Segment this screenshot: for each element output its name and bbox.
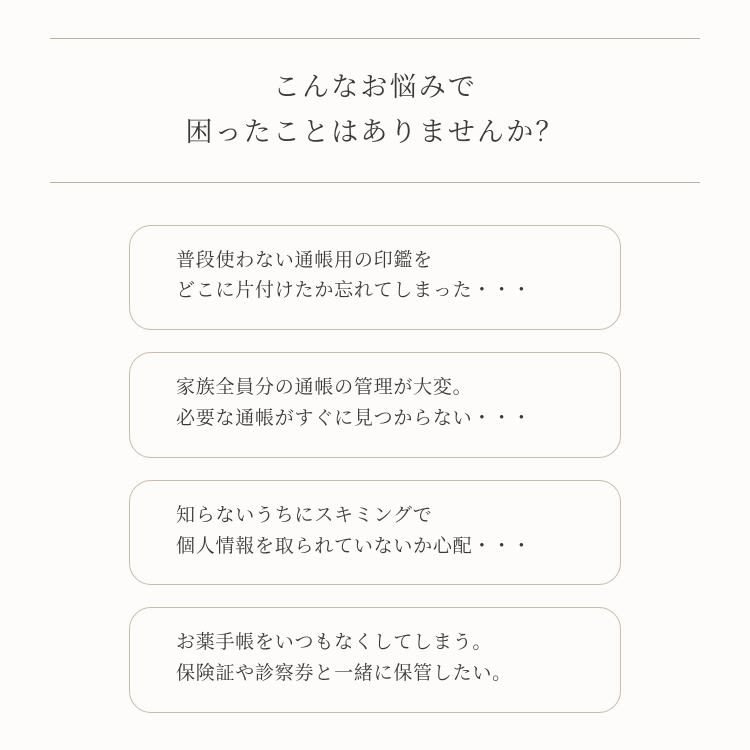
concern-card-line-1: お薬手帳をいつもなくしてしまう。	[176, 632, 493, 654]
heading-block	[0, 0, 750, 183]
divider-top	[50, 38, 700, 39]
concern-card-line-1: 知らないうちにスキミングで	[176, 504, 433, 526]
concern-card-line-2: 個人情報を取られていないか心配・・・	[176, 535, 532, 557]
concern-card-list	[0, 225, 750, 713]
concern-card	[129, 607, 621, 713]
concern-card	[129, 352, 621, 458]
concern-card	[129, 480, 621, 586]
concern-card-line-1: 普段使わない通帳用の印鑑を	[176, 249, 433, 271]
page-title	[0, 65, 750, 156]
concern-card-line-2: 必要な通帳がすぐに見つからない・・・	[176, 408, 532, 430]
concern-card-line-1: 家族全員分の通帳の管理が大変。	[176, 377, 473, 399]
concern-card-line-2: どこに片付けたか忘れてしまった・・・	[176, 280, 532, 302]
concern-card-line-2: 保険証や診察券と一緒に保管したい。	[176, 663, 512, 685]
divider-bottom	[50, 182, 700, 183]
concern-card	[129, 225, 621, 331]
page-title-line-2: 困ったことはありませんか？	[185, 117, 565, 148]
page-title-line-1: こんなお悩みで	[272, 72, 478, 102]
